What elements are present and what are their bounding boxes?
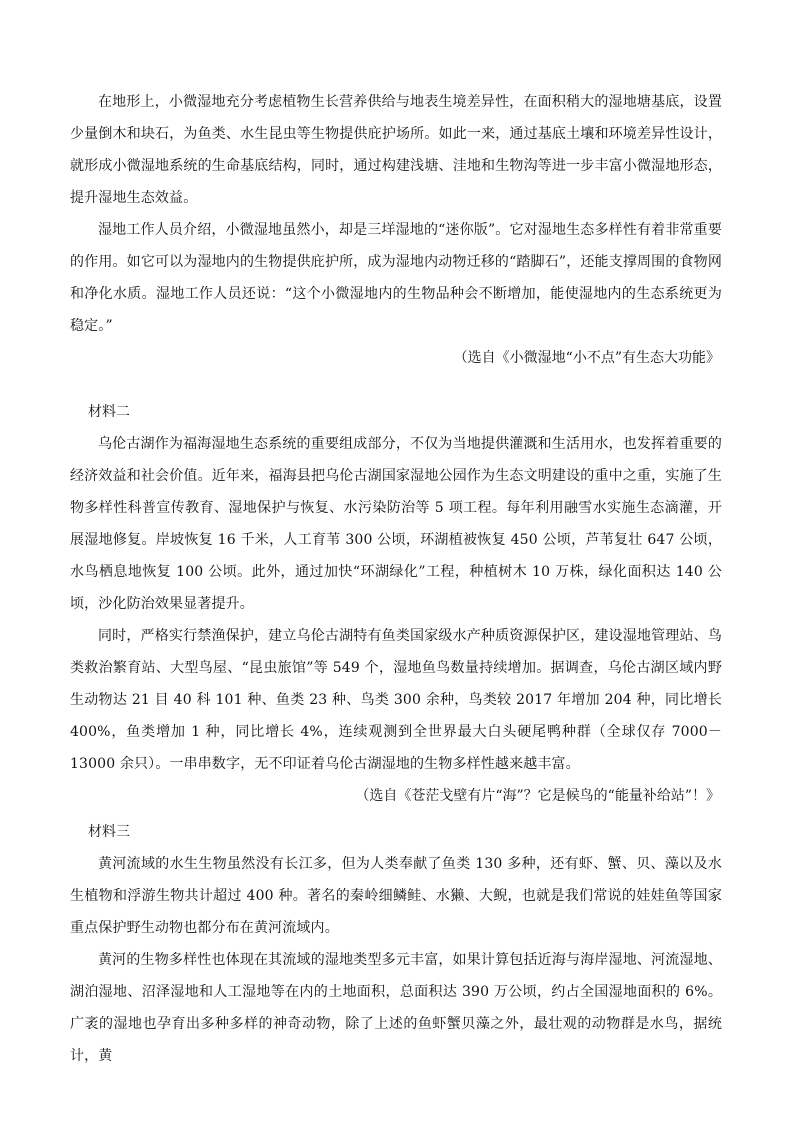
section-heading-material-2: 材料二 [88,404,130,420]
source-citation-1: （选自《小微湿地“小不点”有生态大功能》 [453,350,720,366]
paragraph-microwetland-role: 湿地工作人员介绍，小微湿地虽然小，却是三垟湿地的“迷你版”。它对湿地生态多样性有着非常重要的作用。如它可以为湿地内的生物提供庇护所，成为湿地内动物迁移的“踏脚石”，还能支撑周围的食物网和净化水质。湿地工作人员还说：“这个小微湿地内的生物品种会不断增加，能使湿地内的生态系统更为稳定。” [70,222,722,334]
spacer [70,374,722,396]
section-heading-material-3: 材料三 [88,824,130,840]
source-citation-2: （选自《苍茫戈壁有片“海”？它是候鸟的“能量补给站”！》 [355,788,720,804]
paragraph-yellow-river-wetlands: 黄河的生物多样性也体现在其流域的湿地类型多元丰富，如果计算包括近海与海岸湿地、河流湿地、湖泊湿地、沼泽湿地和人工湿地等在内的土地面积，总面积达 390 万公顷，约占全国湿地面积的 6%。广袤的湿地也孕育出多种多样的神奇动物，除了上述的鱼虾蟹贝藻之外，最壮观的动物群是水鸟，据统计，黄 [70,952,722,1064]
paragraph-wulungu-lake: 乌伦古湖作为福海湿地生态系统的重要组成部分，不仅为当地提供灌溉和生活用水，也发挥着重要的经济效益和社会价值。近年来，福海县把乌伦古湖国家湿地公园作为生态文明建设的重中之重，实施了生物多样性科普宣传教育、湿地保护与恢复、水污染防治等 5 项工程。每年利用融雪水实施生态滴灌，开展湿地修复。岸坡恢复 16 千米，人工育苇 300 公顷，环湖植被恢复 450 公顷，芦苇复壮 647 公顷，水鸟栖息地恢复 100 公顷。此外，通过加快“环湖绿化”工程，种植树木 10 万株，绿化面积达 140 公顷，沙化防治效果显著提升。 [70,436,722,612]
paragraph-microwetland-terrain: 在地形上，小微湿地充分考虑植物生长营养供给与地表生境差异性，在面积稍大的湿地塘基底，设置少量倒木和块石，为鱼类、水生昆虫等生物提供庇护场所。如此一来，通过基底土壤和环境差异性设计，就形成小微湿地系统的生命基底结构，同时，通过构建浅塘、洼地和生物沟等进一步丰富小微湿地形态，提升湿地生态效益。 [70,94,722,206]
paragraph-wulungu-protection: 同时，严格实行禁渔保护，建立乌伦古湖特有鱼类国家级水产种质资源保护区，建设湿地管理站、鸟类救治繁育站、大型鸟屋、“昆虫旅馆”等 549 个，湿地鱼鸟数量持续增加。据调查，乌伦古湖区域内野生动物达 21 目 40 科 101 种、鱼类 23 种、鸟类 300 余种，鸟类较 2017 年增加 204 种，同比增长 400%，鱼类增加 1 种，同比增长 4%，连续观测到全世界最大白头硬尾鸭种群（全球仅存 7000－13000 余只）。一串串数字，无不印证着乌伦古湖湿地的生物多样性越来越丰富。 [70,628,722,772]
document-page [70,86,722,1072]
paragraph-yellow-river-aquatic: 黄河流域的水生生物虽然没有长江多，但为人类奉献了鱼类 130 多种，还有虾、蟹、贝、藻以及水生植物和浮游生物共计超过 400 种。著名的秦岭细鳞鲑、水獭、大鲵，也就是我们常说的娃娃鱼等国家重点保护野生动物也都分布在黄河流域内。 [70,856,722,936]
